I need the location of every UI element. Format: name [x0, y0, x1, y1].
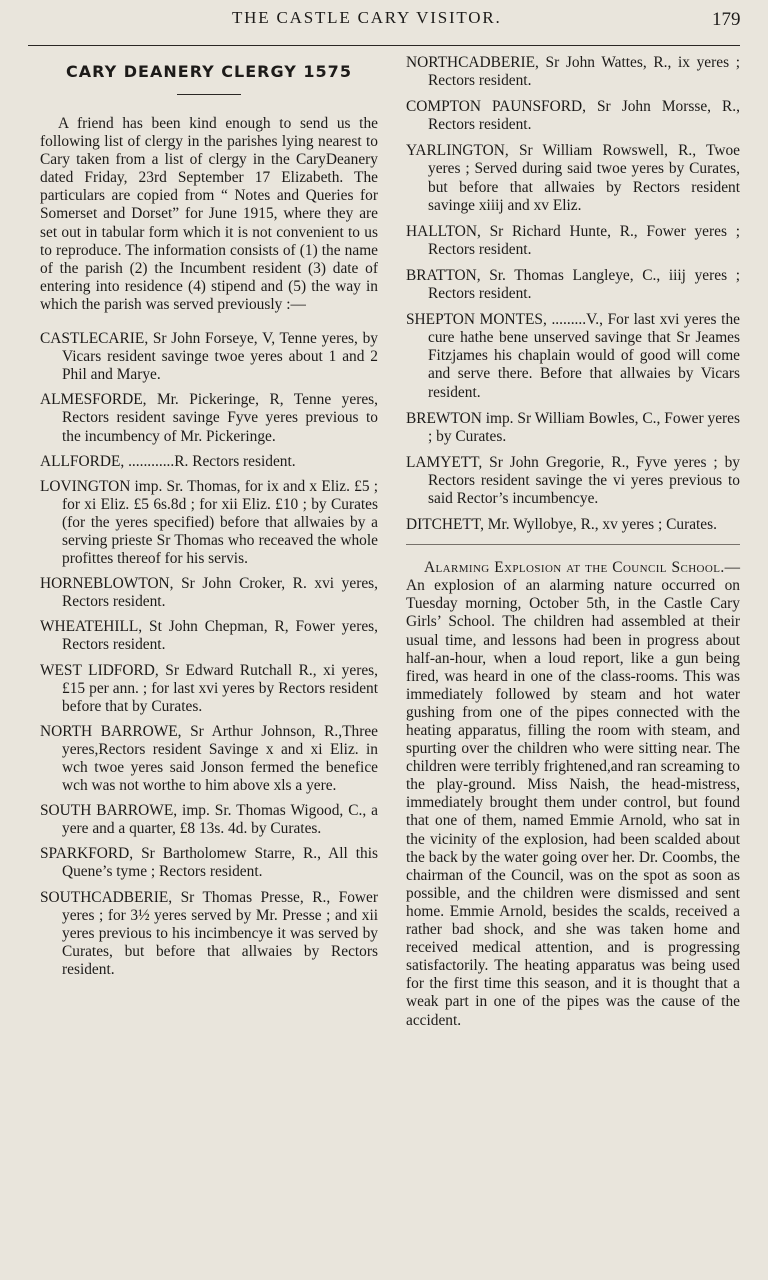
clergy-entry: WEST LIDFORD, Sr Edward Rutchall R., xi yeres, £15 per ann. ; for last xvi yeres by Rectors resident before that by Curates. [40, 661, 378, 715]
clergy-entry: HALLTON, Sr Richard Hunte, R., Fower yeres ; Rectors resident. [406, 222, 740, 258]
clergy-entry: WHEATEHILL, St John Chepman, R, Fower yeres, Rectors resident. [40, 618, 378, 654]
news-paragraph [406, 559, 740, 1029]
article-intro: A friend has been kind enough to send us the following list of clergy in the parishes lying nearest to Cary taken from a list of clergy in the CaryDeanery dated Friday, 23rd September 17 Elizabeth. The particulars are copied from “ Notes and Queries for Somerset and Dorset” for June 1915, where they are set out in tabular form which it is not convenient to us to reproduce. The information consists of (1) the name of the parish (2) the Incumbent resident (3) date of entering into residence (4) stipend and (5) the way in which the parish was served previously :— [40, 115, 378, 313]
running-head [0, 8, 768, 32]
clergy-entry: YARLINGTON, Sr William Rowswell, R., Twoe yeres ; Served during said twoe yeres by Curates, but before that allwaies by Rectors resident savinge xiiij and xv Eliz. [406, 142, 740, 214]
clergy-entry: NORTH BARROWE, Sr Arthur Johnson, R.,Three yeres,Rectors resident Savinge x and xi Eliz. in wch twoe yeres said Jonson fermed the benefice wch was not worthe to him above xls a yere. [40, 722, 378, 795]
header-rule [28, 45, 740, 46]
article-title: CARY DEANERY CLERGY 1575 [66, 62, 352, 81]
clergy-entry: LAMYETT, Sr John Gregorie, R., Fyve yeres ; by Rectors resident savinge the vi yeres previous to said Rector’s incumbencye. [406, 453, 740, 507]
clergy-entry: HORNEBLOWTON, Sr John Croker, R. xvi yeres, Rectors resident. [40, 575, 378, 611]
clergy-entry: LOVINGTON imp. Sr. Thomas, for ix and x Eliz. £5 ; for xi Eliz. £5 6s.8d ; for xii Eliz. £10 ; by Curates (for the yeres specified) before that allwaies by a serving prieste Sr Thomas who receaved the whole profittes thereof for his servis. [40, 477, 378, 568]
clergy-entry: CASTLECARIE, Sr John Forseye, V, Tenne yeres, by Vicars resident savinge twoe yeres about 1 and 2 Phil and Marye. [40, 330, 378, 384]
clergy-entry: SHEPTON MONTES, .........V., For last xvi yeres the cure hathe bene unserved savinge that Sr Jeames Fitzjames his chaplain would of good will come and serve there. Before that allwaies by Vicars resident. [406, 311, 740, 401]
clergy-entry: COMPTON PAUNSFORD, Sr John Morsse, R., Rectors resident. [406, 98, 740, 134]
clergy-entry: DITCHETT, Mr. Wyllobye, R., xv yeres ; Curates. [406, 516, 717, 534]
clergy-entry: BRATTON, Sr. Thomas Langleye, C., iiij yeres ; Rectors resident. [406, 266, 740, 303]
title-rule [177, 94, 241, 95]
news-body: —An explosion of an alarming nature occurred on Tuesday morning, October 5th, in the Castle Cary Girls’ School. The children had assembled at their usual time, and lessons had been in progress about half-an-hour, when a loud report, like a gun being fired, was heard in one of the class-rooms. This was immediately followed by steam and hot water gushing from one of the pipes connected with the heating apparatus, filling the room with steam, and spurting over the children who were sitting near. The children were terribly frightened,and ran screaming to the play-ground. Miss Naish, the head-mistress, immediately brought them under control, but found that one of them, named Emmie Arnold, who sat in the vicinity of the explosion, had been scalded about the back by the water going over her. Dr. Coombs, the chairman of the Council, was on the spot as soon as possible, and the children were dismissed and sent home. Emmie Arnold, besides the scalds, received a rather bad shock, and she was taken home and received medical attention, and is progressing satisfactorily. The heating apparatus was being used for the first time this season, and it is thought that a weak part in one of the pipes was the cause of the accident. [406, 559, 740, 1029]
section-divider [406, 544, 740, 545]
clergy-entry: NORTHCADBERIE, Sr John Wattes, R., ix yeres ; Rectors resident. [406, 54, 740, 90]
clergy-entry: ALMESFORDE, Mr. Pickeringe, R, Tenne yeres, Rectors resident savinge Fyve yeres previous to the incumbency of Mr. Pickeringe. [40, 391, 378, 445]
news-item [406, 559, 740, 1029]
clergy-entry: ALLFORDE, ............R. Rectors resident. [40, 452, 296, 470]
page-number: 179 [712, 9, 741, 30]
news-heading: Alarming Explosion at the Council School. [424, 559, 725, 577]
running-title: THE CASTLE CARY VISITOR. [232, 8, 502, 27]
clergy-entry: BREWTON imp. Sr William Bowles, C., Fower yeres ; by Curates. [406, 409, 740, 445]
clergy-entry: SOUTH BARROWE, imp. Sr. Thomas Wigood, C., a yere and a quarter, £8 13s. 4d. by Curates. [40, 802, 378, 838]
clergy-entry: SOUTHCADBERIE, Sr Thomas Presse, R., Fower yeres ; for 3½ yeres served by Mr. Presse ; and xii yeres previous to his incimbencye it was served by Curates, but before that allwaies by Rectors resident. [40, 888, 378, 978]
clergy-entry: SPARKFORD, Sr Bartholomew Starre, R., All this Quene’s tyme ; Rectors resident. [40, 845, 378, 881]
left-column [40, 54, 378, 986]
right-column [406, 54, 740, 1030]
